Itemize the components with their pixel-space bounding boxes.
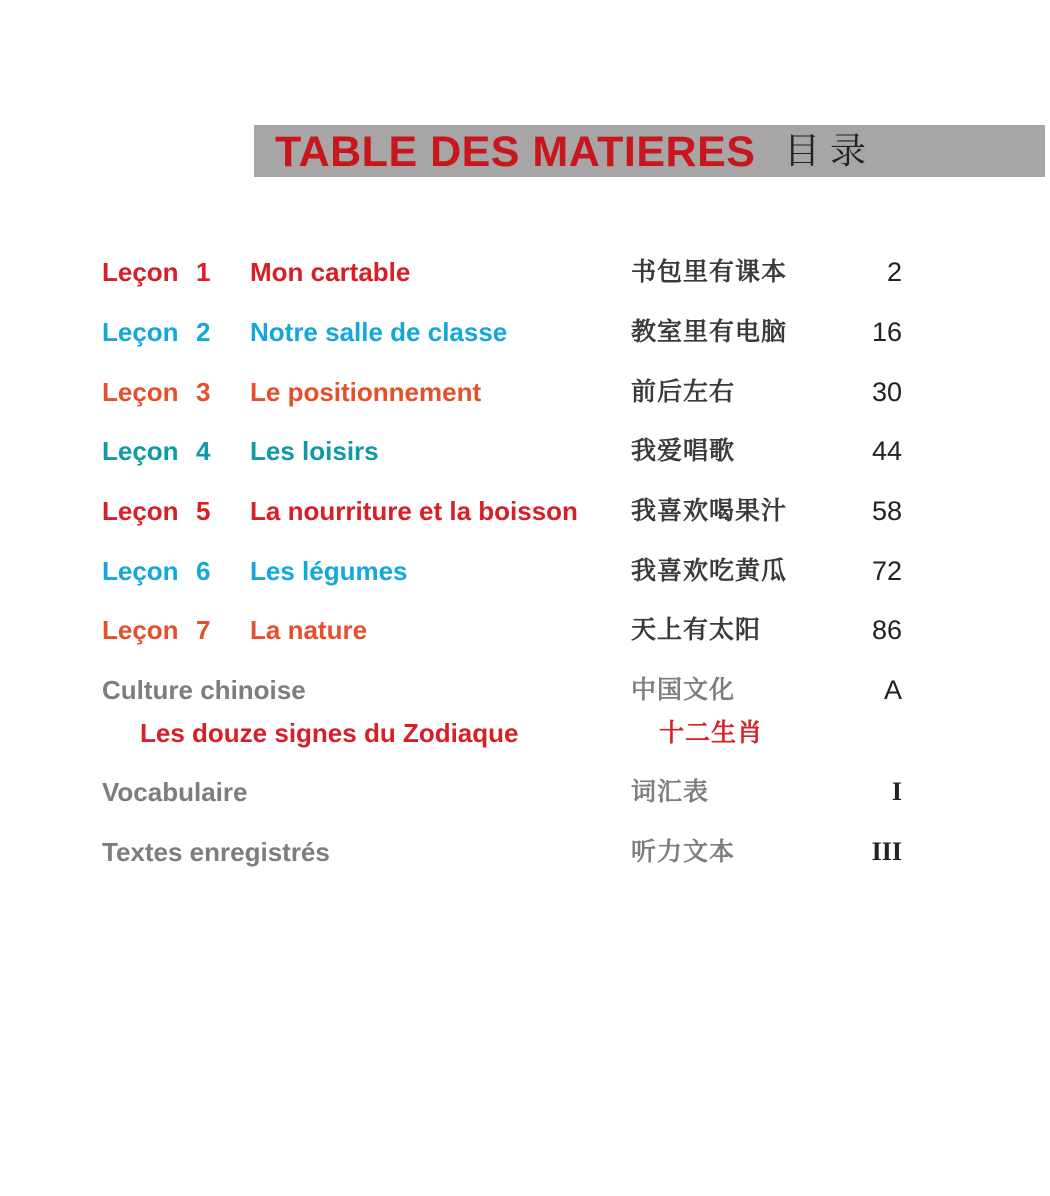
page-number: I (891, 777, 902, 806)
page-number: A (883, 675, 902, 705)
lesson-title-chinese: 前后左右 (631, 377, 736, 406)
page-number: 30 (871, 377, 902, 407)
lesson-title-chinese: 教室里有电脑 (631, 317, 788, 346)
toc-row-lesson-4[interactable] (0, 431, 1050, 471)
lesson-title-french: Les légumes (250, 556, 408, 586)
lesson-title-french: Les loisirs (250, 436, 379, 466)
lesson-number: 1 (196, 257, 211, 287)
lesson-number: 2 (196, 317, 211, 347)
vocabulary-title-french: Vocabulaire (102, 777, 248, 807)
lesson-label: Leçon (102, 496, 179, 526)
toc-row-lesson-1[interactable] (0, 252, 1050, 292)
lesson-number: 5 (196, 496, 211, 526)
lesson-title-french: La nature (250, 615, 368, 645)
recorded-texts-title-french: Textes enregistrés (102, 837, 330, 867)
lesson-title-french: Notre salle de classe (250, 317, 508, 347)
lesson-label: Leçon (102, 377, 179, 407)
page-title-french: TABLE DES MATIERES (275, 128, 756, 176)
culture-title-french: Culture chinoise (102, 675, 306, 705)
toc-row-lesson-2[interactable] (0, 312, 1050, 352)
lesson-title-chinese: 我喜欢喝果汁 (631, 496, 788, 525)
lesson-title-chinese: 书包里有课本 (631, 257, 788, 286)
culture-title-chinese: 中国文化 (631, 675, 736, 704)
page-number: 2 (886, 257, 902, 287)
page-number: 58 (871, 496, 902, 526)
lesson-number: 6 (196, 556, 211, 586)
lesson-title-chinese: 我爱唱歌 (631, 436, 736, 465)
toc-row-vocabulary[interactable] (0, 772, 1050, 812)
lesson-label: Leçon (102, 436, 179, 466)
lesson-title-chinese: 天上有太阳 (631, 615, 762, 644)
toc-row-lesson-6[interactable] (0, 551, 1050, 591)
page-number: 44 (871, 436, 902, 466)
lesson-number: 7 (196, 615, 211, 645)
lesson-title-french: Mon cartable (250, 257, 411, 287)
page-number: 16 (871, 317, 902, 347)
toc-row-lesson-3[interactable] (0, 372, 1050, 412)
lesson-title-chinese: 我喜欢吃黄瓜 (631, 556, 788, 585)
vocabulary-title-chinese: 词汇表 (631, 777, 710, 806)
lesson-title-french: Le positionnement (250, 377, 482, 407)
lesson-label: Leçon (102, 615, 179, 645)
zodiac-title-french: Les douze signes du Zodiaque (140, 718, 519, 748)
toc-row-lesson-7[interactable] (0, 610, 1050, 650)
toc-row-recorded-texts[interactable] (0, 832, 1050, 872)
toc-row-zodiac[interactable] (0, 713, 1050, 753)
lesson-number: 4 (196, 436, 211, 466)
zodiac-title-chinese: 十二生肖 (659, 718, 764, 747)
page-number: III (871, 837, 902, 866)
lesson-title-french: La nourriture et la boisson (250, 496, 578, 526)
lesson-number: 3 (196, 377, 211, 407)
page-title-chinese: 目录 (784, 131, 877, 172)
lesson-label: Leçon (102, 317, 179, 347)
page-number: 72 (871, 556, 902, 586)
recorded-texts-title-chinese: 听力文本 (631, 837, 736, 866)
lesson-label: Leçon (102, 257, 179, 287)
page-number: 86 (871, 615, 902, 645)
toc-row-lesson-5[interactable] (0, 491, 1050, 531)
toc-row-culture[interactable] (0, 670, 1050, 710)
lesson-label: Leçon (102, 556, 179, 586)
